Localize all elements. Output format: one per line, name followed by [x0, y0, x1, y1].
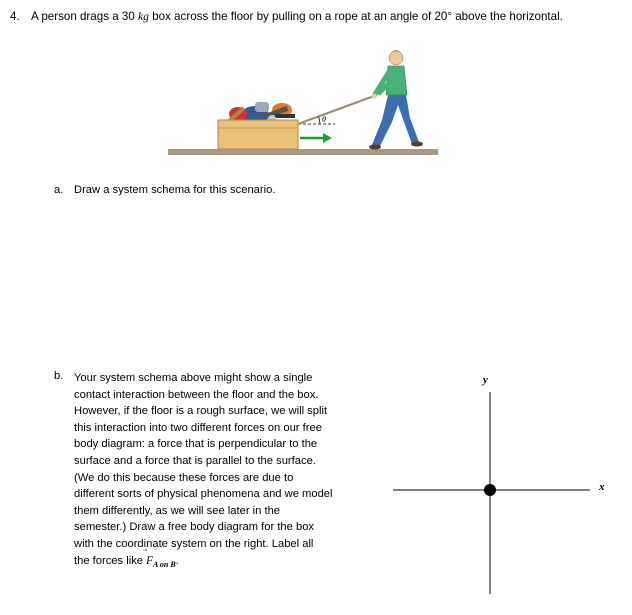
- origin-dot: [484, 484, 496, 496]
- y-axis-label: y: [483, 374, 488, 386]
- part-b-line: surface and a force that is parallel to the surface.: [74, 454, 316, 467]
- force-notation: $F_{A on B}$: [146, 554, 176, 569]
- coordinate-system: [390, 372, 610, 597]
- part-b-line: with the coordinate system on the right. Label all: [74, 537, 314, 550]
- part-b-line: contact interaction between the floor and the box.: [74, 388, 319, 401]
- question-stem: [10, 10, 563, 23]
- angle-theta-label: θ: [322, 115, 326, 124]
- box: [218, 120, 298, 149]
- part-b-line: this interaction into two different forces on our free: [74, 421, 322, 434]
- motion-arrow: [300, 133, 332, 143]
- question-text-before: A person drags a 30: [31, 10, 138, 23]
- part-b-line: (We do this because these forces are due to: [74, 471, 294, 484]
- part-a-text: Draw a system schema for this scenario.: [74, 184, 276, 196]
- angle-arc: [319, 117, 321, 125]
- part-b-last-line: the forces like $F_{A on B}$.: [74, 553, 374, 574]
- part-b-line: Your system schema above might show a single: [74, 372, 313, 384]
- mass-unit: kg: [138, 10, 149, 23]
- part-b-line: body diagram: a force that is perpendicular to the: [74, 438, 318, 451]
- part-b-label: b.: [54, 370, 64, 382]
- dragging-illustration: [160, 40, 450, 165]
- person: [369, 50, 423, 149]
- question-number: 4.: [10, 10, 20, 23]
- part-b-line: semester.) Draw a free body diagram for the box: [74, 521, 315, 534]
- question-text-after: box across the floor by pulling on a rope at an angle of 20° above the horizontal.: [148, 10, 563, 23]
- part-b-line: them differently, as we will see later in the: [74, 504, 281, 517]
- part-b-line: However, if the floor is a rough surface, we will split: [74, 405, 328, 418]
- part-b-line: different sorts of physical phenomena and we model: [74, 488, 333, 501]
- x-axis-label: x: [599, 481, 605, 493]
- part-b-text: [74, 370, 374, 573]
- part-a: [54, 184, 275, 196]
- part-a-label: a.: [54, 184, 64, 196]
- rope: [298, 96, 374, 124]
